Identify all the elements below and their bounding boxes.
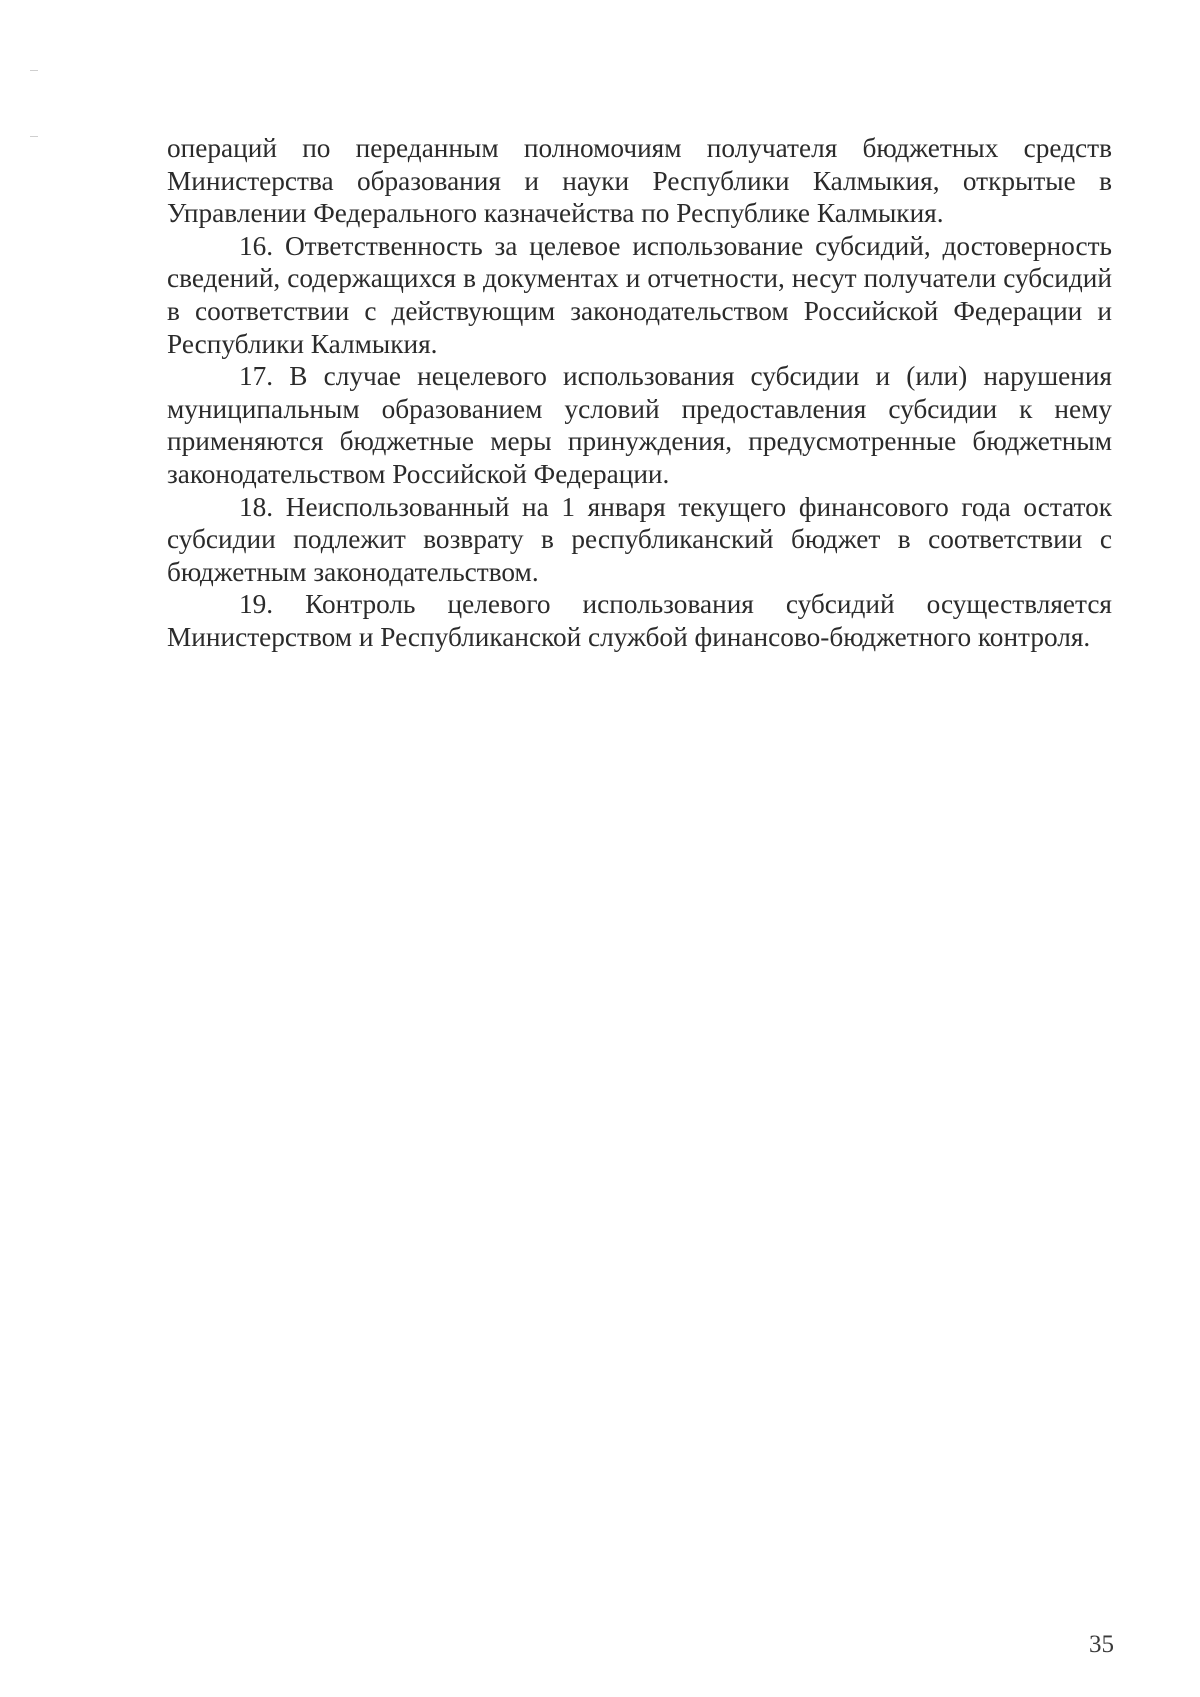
paragraph-19: 19. Контроль целевого использования субсидий осуществляется Министерством и Республиканской службой финансово-бюджетного контроля. (167, 589, 1112, 652)
paragraph-16: 16. Ответственность за целевое использование субсидий, достоверность сведений, содержащихся в документах и отчетности, несут получатели субсидий в соответствии с действующим законодательством Российской Федерации и Республики Калмыкия. (167, 230, 1112, 359)
paragraph-18: 18. Неиспользованный на 1 января текущего финансового года остаток субсидии подлежит возврату в республиканский бюджет в соответствии с бюджетным законодательством. (167, 491, 1112, 587)
scan-artifact-mark (30, 70, 38, 71)
scan-artifact-mark (30, 136, 38, 137)
page-number: 35 (1089, 1631, 1114, 1658)
paragraph-17: 17. В случае нецелевого использования субсидии и (или) нарушения муниципальным образованием условий предоставления субсидии к нему применяются бюджетные меры принуждения, предусмотренные бюджетным законодательством Российской Федерации. (167, 361, 1112, 489)
document-body (167, 132, 1112, 654)
paragraph-continuation: операций по переданным полномочиям получателя бюджетных средств Министерства образования и науки Республики Калмыкия, открытые в Управлении Федерального казначейства по Республике Калмыкия. (167, 133, 1112, 229)
